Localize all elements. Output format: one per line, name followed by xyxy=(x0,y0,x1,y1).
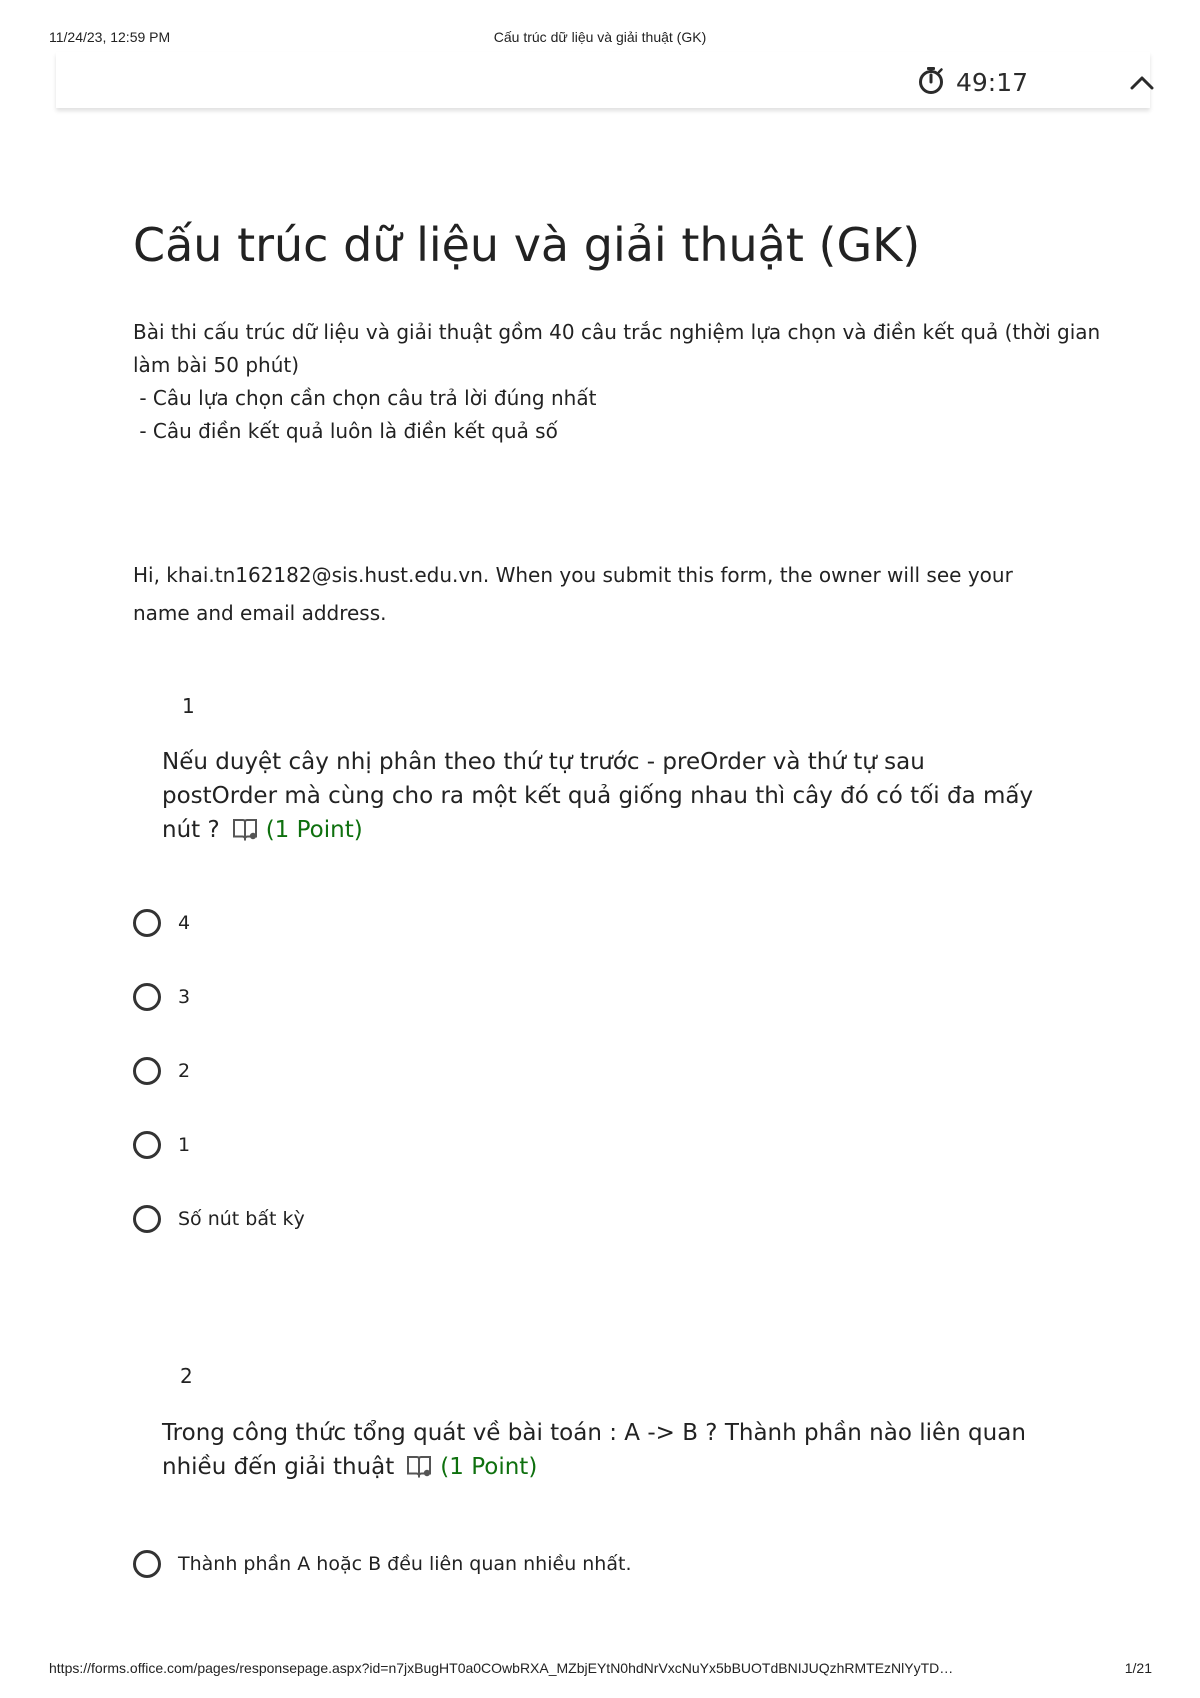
question-prompt: Nếu duyệt cây nhị phân theo thứ tự trước - preOrder và thứ tự sau postOrder mà cùng cho ra một kết quả giống nhau thì cây đó có tối đa mấy nút ? xyxy=(162,749,1034,843)
countdown-timer xyxy=(916,67,1028,97)
print-footer xyxy=(0,1660,1200,1680)
description-line: - Câu điền kết quả luôn là điền kết quả số xyxy=(133,419,558,443)
respondent-notice: Hi, khai.tn162182@sis.hust.edu.vn. When you submit this form, the owner will see your name and email address. xyxy=(133,563,1013,625)
print-header xyxy=(0,29,1200,49)
radio-button[interactable] xyxy=(133,1205,161,1233)
question-number: 1 xyxy=(182,694,195,718)
immersive-reader-icon[interactable] xyxy=(232,817,258,841)
radio-button[interactable] xyxy=(133,1057,161,1085)
option-label: 1 xyxy=(178,1134,191,1156)
question-number: 2 xyxy=(180,1364,193,1388)
option-label: 2 xyxy=(178,1060,191,1082)
option-label: 3 xyxy=(178,986,191,1008)
print-doc-title: Cấu trúc dữ liệu và giải thuật (GK) xyxy=(493,29,707,45)
form-description xyxy=(133,316,1103,448)
option-label: Số nút bất kỳ xyxy=(178,1208,305,1230)
answer-option[interactable] xyxy=(133,906,190,940)
chevron-up-icon xyxy=(1126,83,1158,102)
question-points: (1 Point) xyxy=(265,817,363,843)
print-url: https://forms.office.com/pages/responsepage.aspx?id=n7jxBugHT0a0COwbRXA_MZbjEYtN0hdNrVxcNuYx5bBUOTdBNIJUQzhRMTEzNlYyTD… xyxy=(49,1660,954,1676)
form-title: Cấu trúc dữ liệu và giải thuật (GK) xyxy=(133,218,921,272)
radio-button[interactable] xyxy=(133,983,161,1011)
description-line: Bài thi cấu trúc dữ liệu và giải thuật gồm 40 câu trắc nghiệm lựa chọn và điền kết quả (thời gian làm bài 50 phút) xyxy=(133,320,1101,377)
stopwatch-icon xyxy=(916,65,946,99)
answer-option[interactable] xyxy=(133,1202,305,1236)
question-prompt: Trong công thức tổng quát về bài toán : A -> B ? Thành phần nào liên quan nhiều đến giải thuật xyxy=(162,1420,1026,1480)
answer-option[interactable] xyxy=(133,980,190,1014)
option-label: 4 xyxy=(178,912,191,934)
question-points: (1 Point) xyxy=(440,1454,538,1480)
print-datetime: 11/24/23, 12:59 PM xyxy=(49,29,171,45)
radio-button[interactable] xyxy=(133,1131,161,1159)
print-page-number: 1/21 xyxy=(1124,1660,1152,1676)
answer-option[interactable] xyxy=(133,1547,632,1581)
option-label: Thành phần A hoặc B đều liên quan nhiều nhất. xyxy=(178,1553,632,1575)
form-top-bar xyxy=(56,52,1150,108)
collapse-button[interactable] xyxy=(1126,66,1158,98)
timer-value: 49:17 xyxy=(956,67,1029,97)
immersive-reader-icon[interactable] xyxy=(406,1454,432,1478)
question-text xyxy=(162,1416,1042,1484)
radio-button[interactable] xyxy=(133,909,161,937)
radio-button[interactable] xyxy=(133,1550,161,1578)
answer-option[interactable] xyxy=(133,1128,190,1162)
question-text xyxy=(162,745,1042,847)
answer-option[interactable] xyxy=(133,1054,190,1088)
description-line: - Câu lựa chọn cần chọn câu trả lời đúng nhất xyxy=(133,386,597,410)
